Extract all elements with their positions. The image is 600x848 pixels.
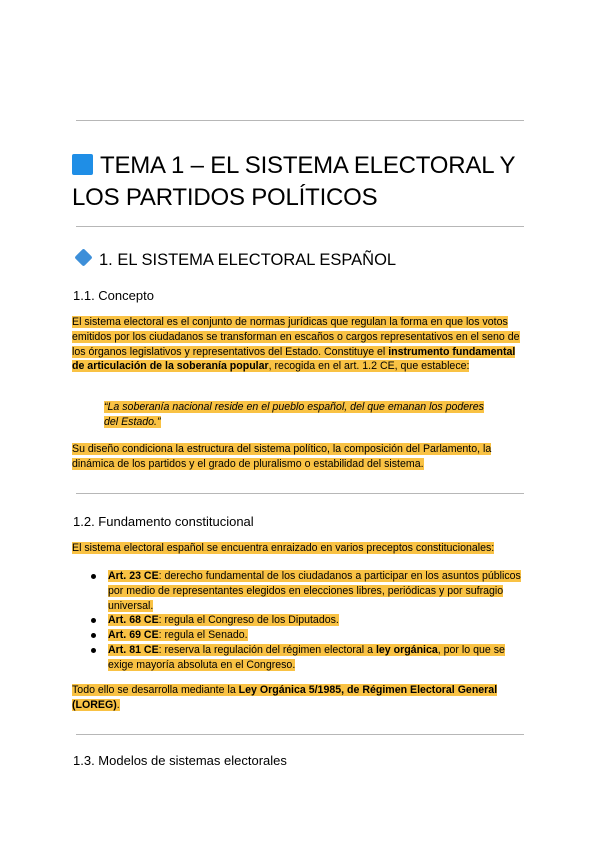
closing-text-b: . [116, 698, 120, 711]
constitution-quote [104, 400, 484, 430]
closing-bold: Ley Orgánica 5/1985, de Régimen Electoral General (LOREG) [72, 684, 498, 711]
quote-text: “La soberanía nacional reside en el pueblo español, del que emanan los poderes del Estado.” [104, 401, 484, 428]
article-bold-term: ley orgánica [375, 643, 438, 656]
blue-square-icon [72, 154, 93, 175]
article-ref: Art. 69 CE [108, 629, 159, 642]
concepto-paragraph [72, 315, 527, 374]
concepto-bold: instrumento fundamental de articulación de la soberanía popular [72, 345, 516, 373]
list-item [88, 643, 528, 673]
bullet-icon [91, 648, 96, 653]
list-item [88, 569, 528, 613]
blue-diamond-icon [74, 248, 92, 266]
section-heading-text: 1. EL SISTEMA ELECTORAL ESPAÑOL [99, 251, 397, 269]
closing-text-a: Todo ello se desarrolla mediante la [72, 684, 239, 696]
article-desc-2: , por lo que se exige mayoría absoluta en el Congreso. [108, 643, 505, 671]
divider [76, 734, 524, 735]
article-ref: Art. 23 CE [108, 570, 159, 582]
subsection-heading-modelos: 1.3. Modelos de sistemas electorales [73, 753, 287, 768]
article-desc: : regula el Congreso de los Diputados. [158, 614, 339, 627]
list-item [88, 613, 528, 628]
divider [76, 226, 524, 227]
article-desc: : regula el Senado. [158, 629, 248, 642]
page-title-text: TEMA 1 – EL SISTEMA ELECTORAL Y LOS PARTIDOS POLÍTICOS [72, 152, 515, 211]
divider [76, 493, 524, 494]
subsection-heading-concepto: 1.1. Concepto [73, 288, 154, 303]
bullet-icon [91, 574, 96, 579]
fundamento-intro-text: El sistema electoral español se encuentra enraizado en varios preceptos constitucionales: [72, 542, 495, 554]
concepto-p2-text: Su diseño condiciona la estructura del sistema político, la composición del Parlamento, la dinámica de los partidos y el grado de pluralismo o estabilidad del sistema. [72, 443, 492, 470]
fundamento-closing [72, 683, 527, 713]
article-desc: : derecho fundamental de los ciudadanos a participar en los asuntos públicos por medio de representantes elegidos en elecciones libres, periódicas y por sufragio universal. [108, 570, 521, 612]
article-ref: Art. 81 CE [108, 643, 159, 656]
divider [76, 120, 524, 121]
concepto-paragraph-2 [72, 442, 527, 472]
list-item [88, 628, 528, 643]
concepto-text-b: , recogida en el art. 1.2 CE, que establece: [268, 360, 470, 373]
article-desc: : reserva la regulación del régimen electoral a [158, 643, 376, 656]
concepto-text-a: El sistema electoral es el conjunto de normas jurídicas que regulan la forma en que los votos emitidos por los ciudadanos se transforman en escaños o cargos representativos en el seno de los órganos legislativos y representativos del Estado. Constituye el [72, 316, 520, 358]
fundamento-intro [72, 541, 527, 556]
subsection-heading-fundamento: 1.2. Fundamento constitucional [73, 514, 254, 529]
bullet-icon [91, 618, 96, 623]
article-list [88, 569, 528, 673]
page-title [72, 150, 542, 214]
bullet-icon [91, 633, 96, 638]
section-heading [73, 250, 396, 270]
article-ref: Art. 68 CE [108, 614, 159, 627]
